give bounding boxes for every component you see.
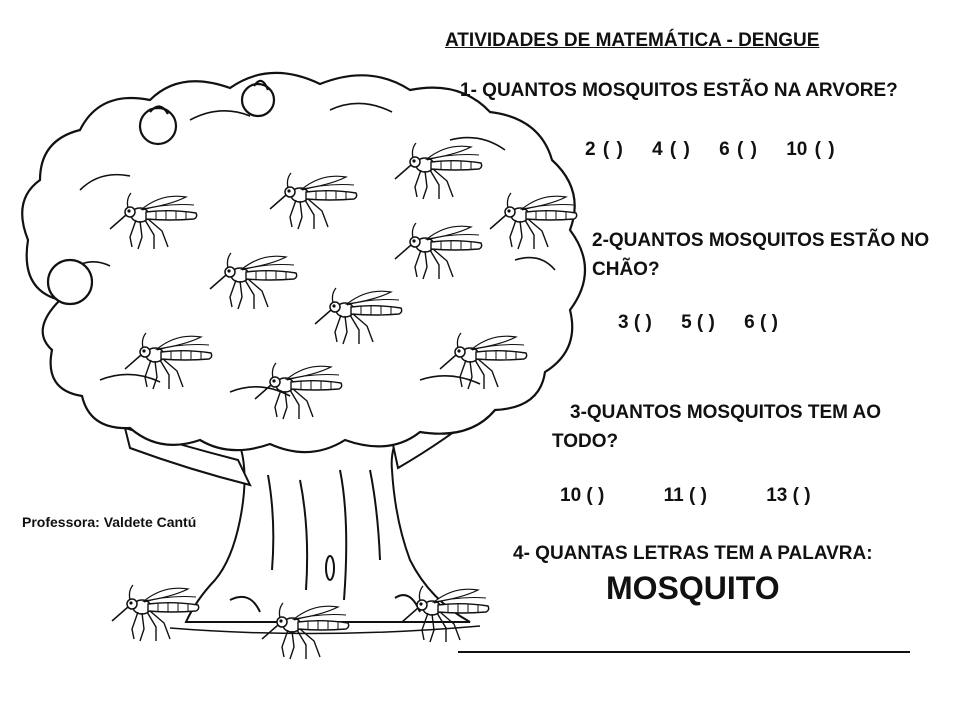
question-3-options: [560, 485, 865, 507]
option[interactable]: 4 ( ): [652, 139, 690, 160]
question-4: 4- QUANTAS LETRAS TEM A PALAVRA:: [513, 543, 873, 564]
option[interactable]: 3 ( ): [618, 312, 652, 333]
question-2: 2-QUANTOS MOSQUITOS ESTÃO NO CHÃO?: [592, 230, 930, 280]
answer-line[interactable]: [458, 651, 910, 653]
tree-crown: [22, 73, 585, 452]
mosquito-icon: [112, 585, 199, 641]
option[interactable]: 6 ( ): [719, 139, 757, 160]
question-2-options: [618, 312, 802, 334]
option[interactable]: 6 ( ): [744, 312, 778, 333]
word-mosquito: MOSQUITO: [606, 570, 780, 606]
question-1-options: [585, 139, 857, 161]
question-3: 3-QUANTOS MOSQUITOS TEM AO TODO?: [552, 402, 882, 452]
question-1: 1- QUANTOS MOSQUITOS ESTÃO NA ARVORE?: [460, 80, 898, 101]
option[interactable]: 10 ( ): [560, 485, 605, 506]
option[interactable]: 11 ( ): [663, 485, 707, 506]
teacher-credit: Professora: Valdete Cantú: [22, 514, 197, 530]
option[interactable]: 2 ( ): [585, 139, 623, 160]
worksheet-title: ATIVIDADES DE MATEMÁTICA - DENGUE: [445, 30, 820, 51]
option[interactable]: 10 ( ): [786, 139, 835, 160]
option[interactable]: 5 ( ): [681, 312, 715, 333]
option[interactable]: 13 ( ): [766, 485, 811, 506]
